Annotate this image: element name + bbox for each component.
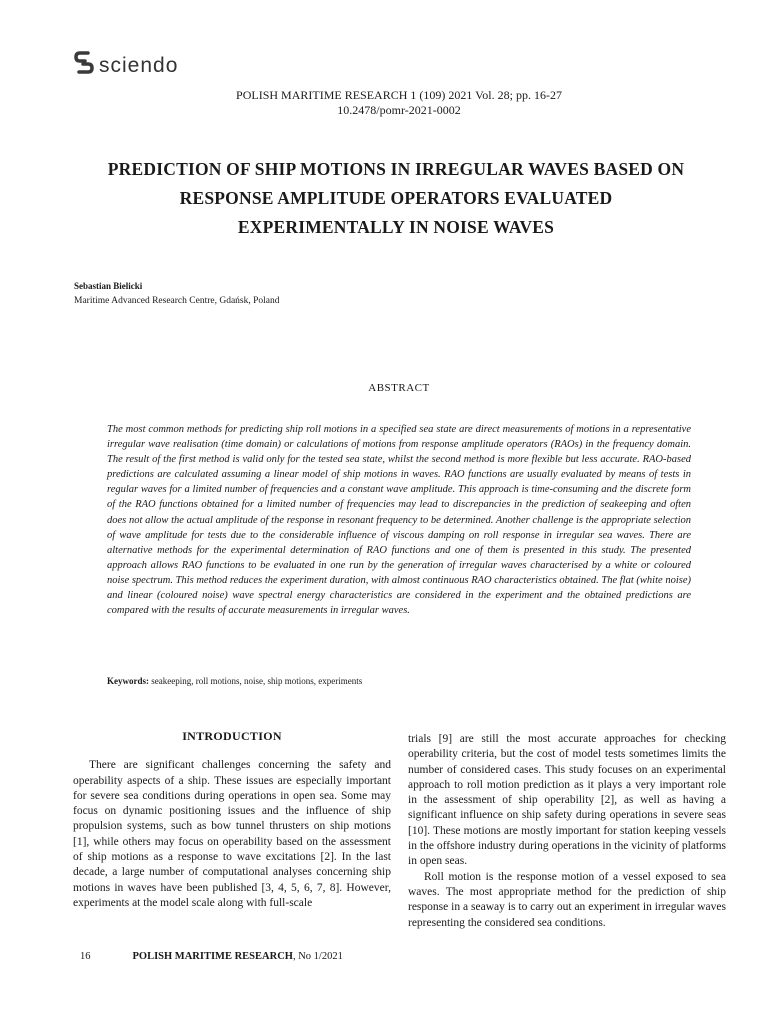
- journal-reference: [0, 88, 768, 118]
- page-footer: [80, 951, 343, 962]
- page-number: 16: [80, 951, 91, 962]
- author-name: Sebastian Bielicki: [74, 281, 143, 291]
- publisher-logo: [74, 50, 178, 81]
- paper-title: PREDICTION OF SHIP MOTIONS IN IRREGULAR WAVES BASED ON RESPONSE AMPLITUDE OPERATORS EVALUATED EXPERIMENTALLY IN NOISE WAVES: [107, 159, 685, 237]
- body-column-right: [408, 732, 726, 931]
- doi: 10.2478/pomr-2021-0002: [337, 103, 461, 117]
- body-column-left: [73, 729, 391, 911]
- footer-journal: [133, 951, 343, 962]
- abstract-text: The most common methods for predicting ship roll motions in a specified sea state are direct measurements of motions in a representative irregular wave realisation (time domain) or calculations of motions from response amplitude operators (RAOs) in the frequency domain. The result of the first method is valid only for the tested sea state, whilst the second method is more flexible but less accurate. RAO-based predictions are calculated assuming a linear model of ship motions in waves. RAO functions are usually evaluated by means of tests in regular waves for a limited number of frequencies and a constant wave amplitude. This approach is time-consuming and the discrete form of the RAO functions obtained for a limited number of frequencies may lead to discrepancies in the prediction of seakeeping and often does not allow the actual amplitude of the response in resonant frequency to be determined. Another challenge is the appropriate selection of wave amplitude for tests due to the considerable influence of viscous damping on roll response in irregular sea waves. There are alternative methods for the experimental determination of RAO functions and one of them is presented in this study. The presented approach allows RAO functions to be evaluated in one run by the generation of irregular waves characterised by a white or coloured noise spectrum. This method reduces the experiment duration, with almost continuous RAO characteristics obtained. The flat (white noise) and linear (coloured noise) wave spectral energy characteristics are considered in the experiment and the obtained predictions are compared with the results of accurate measurements in irregular waves.: [107, 424, 691, 617]
- keywords-text: seakeeping, roll motions, noise, ship motions, experiments: [151, 676, 363, 686]
- author-affiliation: Maritime Advanced Research Centre, Gdańsk, Poland: [74, 296, 280, 306]
- journal-citation: POLISH MARITIME RESEARCH 1 (109) 2021 Vol. 28; pp. 16-27: [236, 88, 562, 102]
- body-paragraph: There are significant challenges concerning the safety and operability aspects of a ship. These issues are especially important for severe sea conditions during operations in open sea. Some may focus on dynamic positioning issues and the influence of ship propulsion systems, such as bow tunnel thrusters on ship motions [1], while others may focus on operability based on the assessment of ship motions as a response to wave excitations [2]. In the last decade, a large number of computational analyses concerning ship motions in waves have been published [3, 4, 5, 6, 7, 8]. However, experiments at the model scale along with full-scale: [73, 759, 391, 909]
- footer-issue: , No 1/2021: [292, 951, 343, 962]
- footer-journal-name: POLISH MARITIME RESEARCH: [132, 951, 293, 962]
- sciendo-s-icon: [74, 50, 94, 81]
- keywords: [107, 676, 362, 686]
- introduction-heading: INTRODUCTION: [182, 729, 282, 743]
- keywords-label: Keywords:: [107, 676, 149, 686]
- body-paragraph: trials [9] are still the most accurate approaches for checking operability criteria, but the cost of model tests sometimes limits the number of considered cases. This study focuses on an experimental approach to roll motion prediction as it plays a very important role in the assessment of ship operability [2], as well as having a significant influence on ship safety during operations in severe seas [10]. These motions are mostly important for station keeping vessels in the offshore industry during operations in the vicinity of platforms in open seas.: [408, 733, 726, 868]
- logo-text: sciendo: [99, 53, 179, 77]
- abstract-heading: ABSTRACT: [368, 382, 430, 394]
- body-paragraph: Roll motion is the response motion of a vessel exposed to sea waves. The most appropriate method for the prediction of ship response in a seaway is to carry out an experiment in irregular waves representing the considered sea conditions.: [408, 870, 726, 929]
